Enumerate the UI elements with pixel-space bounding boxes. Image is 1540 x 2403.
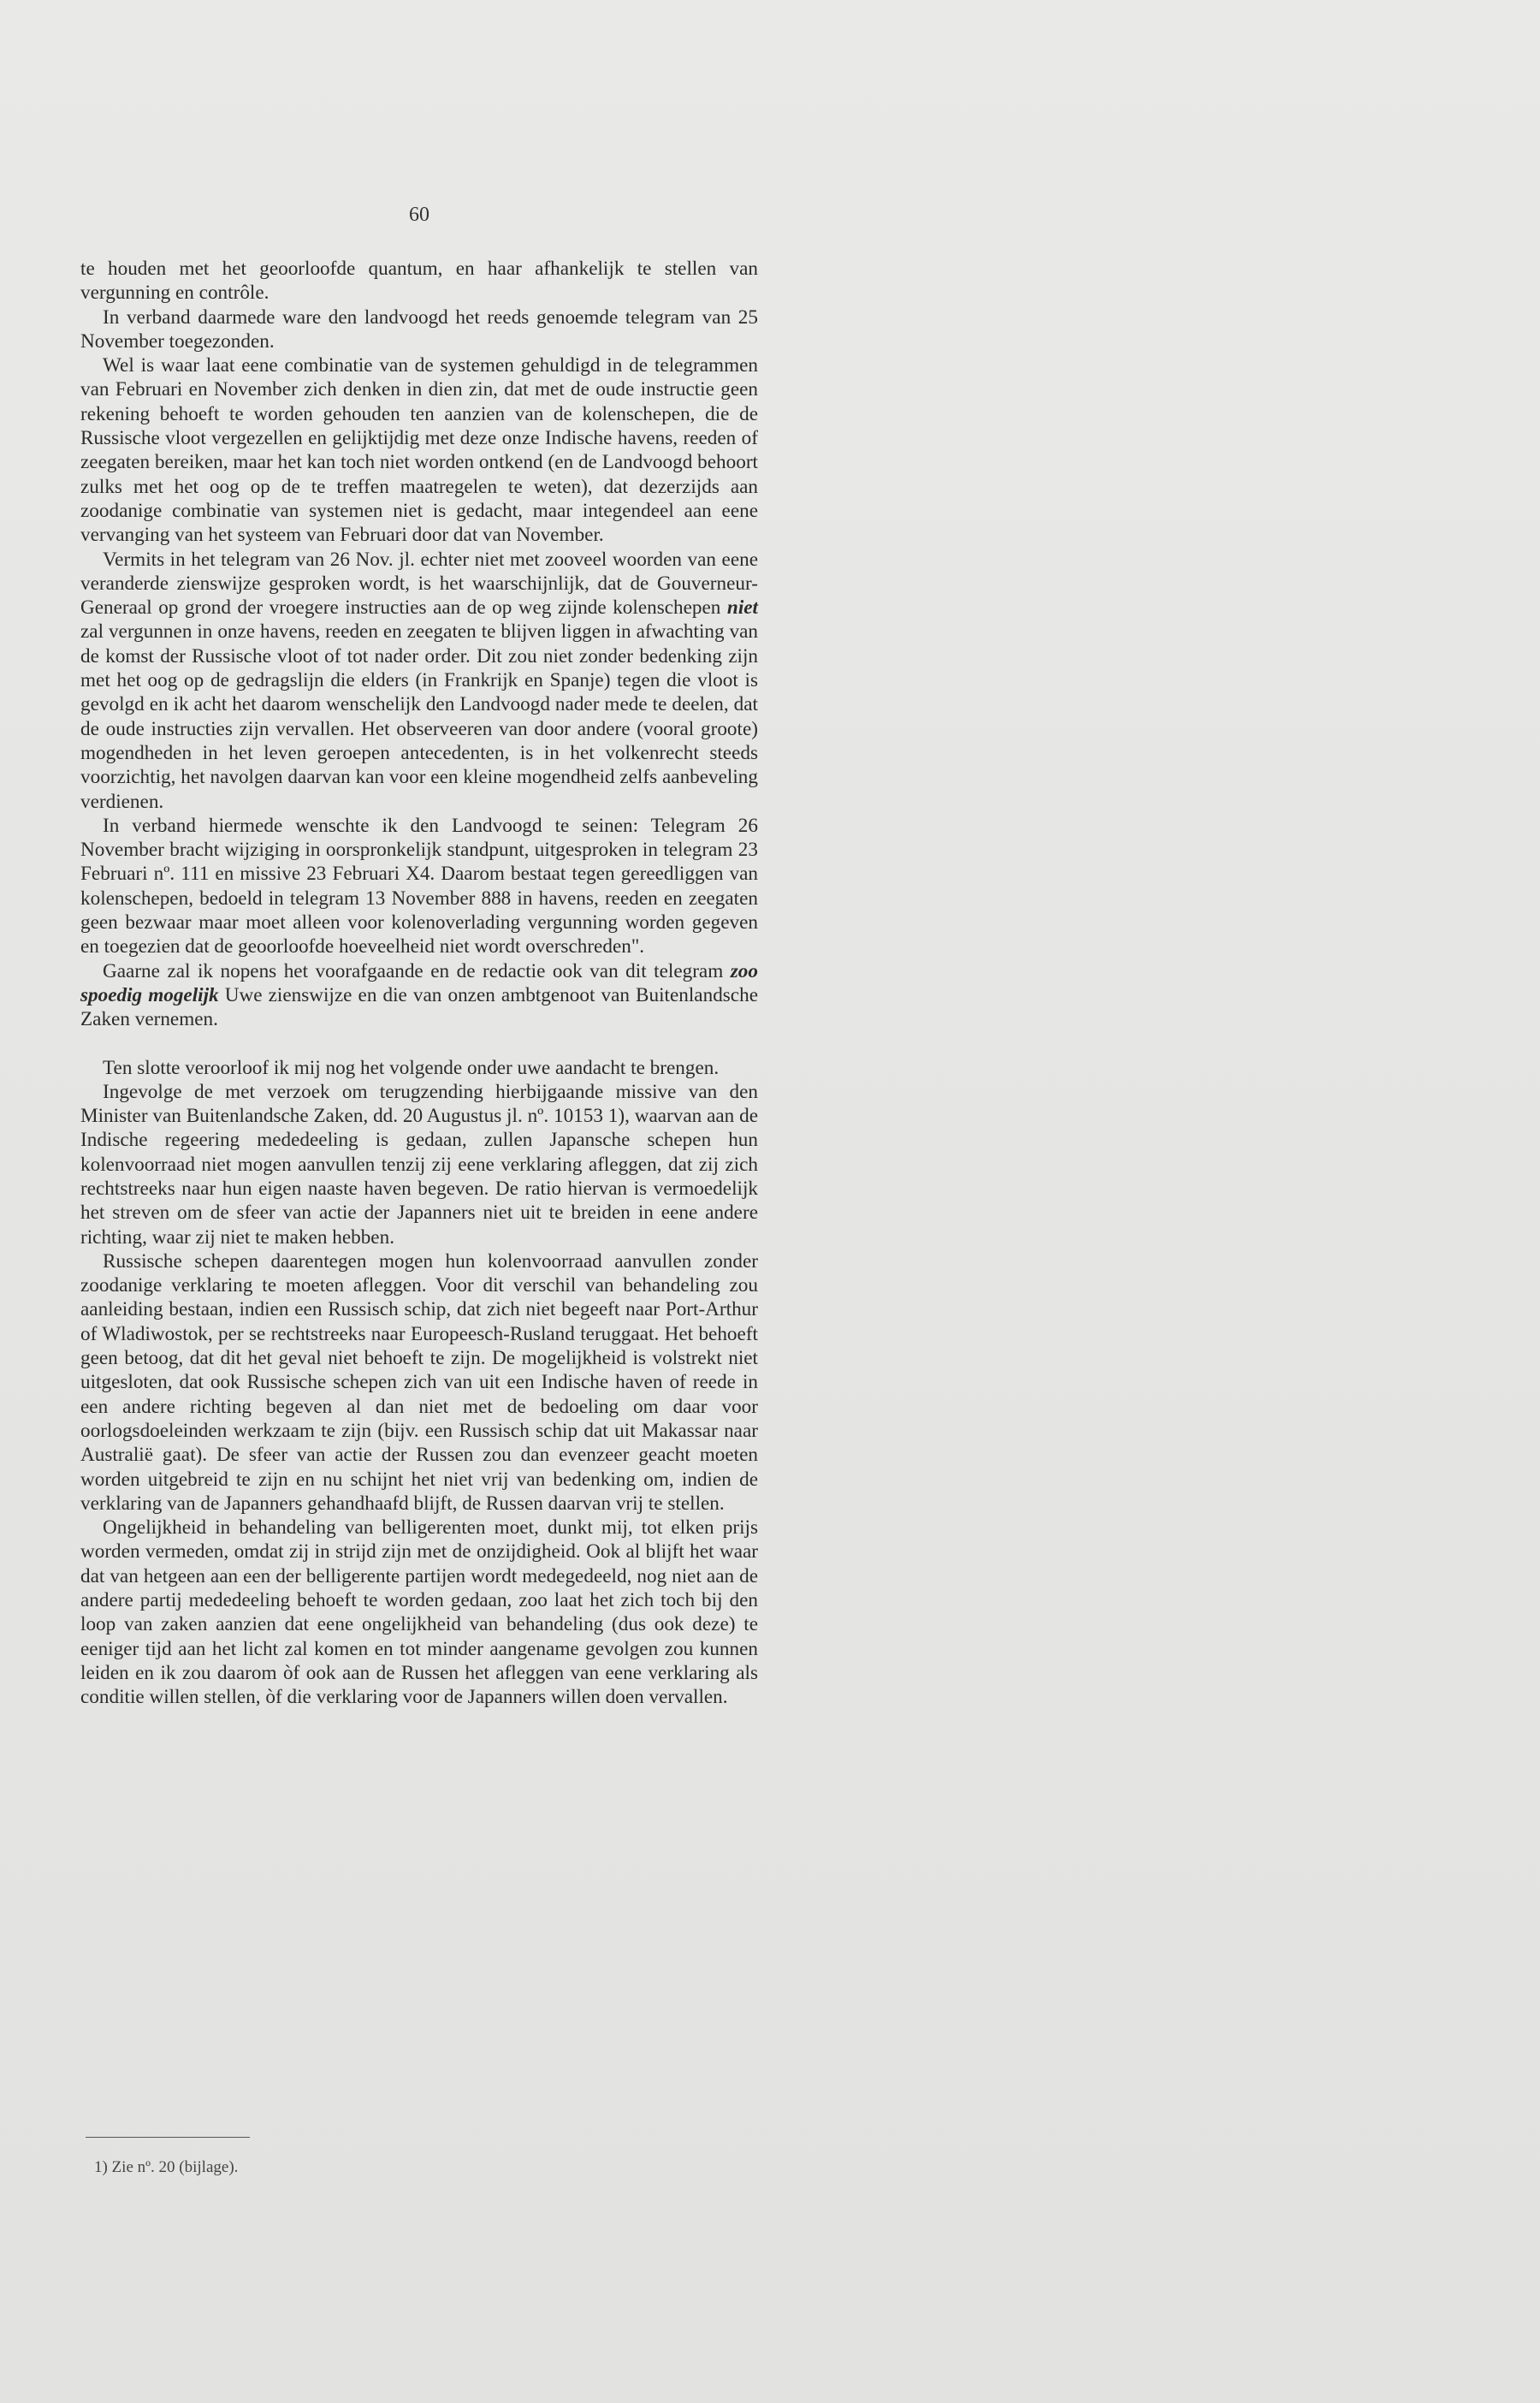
paragraph: In verband hiermede wenschte ik den Landvoogd te seinen: Telegram 26 November bracht wijziging in oorspronkelijk standpunt, uitgesproken in telegram 23 Februari nº. 111 en missive 23 Februari X4. Daarom bestaat tegen gereedliggen van kolenschepen, bedoeld in telegram 13 November 888 in havens, reeden en zeegaten geen bezwaar maar moet alleen voor kolenoverlading vergunning worden gegeven en toegezien dat de geoorloofde hoeveelheid niet wordt overschreden". bbox=[80, 814, 758, 958]
emphasized-text: niet bbox=[726, 596, 758, 620]
paragraph: Ongelijkheid in behandeling van belligerenten moet, dunkt mij, tot elken prijs worden vermeden, omdat zij in strijd zijn met de onzijdigheid. Ook al blijft het waar dat van hetgeen aan een der belligerente partijen wordt medegedeeld, nog niet aan de andere partij mededeeling behoeft te worden gedaan, zoo laat het zich toch bij den loop van zaken aanzien dat eene ongelijkheid van behandeling (dus ook deze) te eeniger tijd aan het licht zal komen en tot minder aangename gevolgen zou kunnen leiden en ik zou daarom òf ook aan de Russen het afleggen van eene verklaring als conditie willen stellen, òf die verklaring voor de Japanners willen doen vervallen. bbox=[80, 1516, 758, 1709]
paragraph-text: zal vergunnen in onze havens, reeden en zeegaten te blijven liggen in afwachting van de komst der Russische vloot of tot nader order. Dit zou niet zonder bedenking zijn met het oog op de gedragslijn die elders (in Frankrijk en Spanje) tegen die vloot is gevolgd en ik acht het daarom wenschelijk den Landvoogd nader mede te deelen, dat de oude instructies zijn vervallen. Het observeeren van door andere (vooral groote) mogendheden in het leven geroepen antecedenten, is in het volkenrecht steeds voorzichtig, het navolgen daarvan kan voor een kleine mogendheid zelfs aanbeveling verdienen. bbox=[80, 620, 758, 813]
paragraph: te houden met het geoorloofde quantum, en haar afhankelijk te stellen van vergunning en contrôle. bbox=[80, 258, 758, 305]
footnote: 1) Zie nº. 20 (bijlage). bbox=[94, 2158, 239, 2176]
paragraph-text: Vermits in het telegram van 26 Nov. jl. echter niet met zooveel woorden van eene veranderde zienswijze gesproken wordt, is het waarschijnlijk, dat de Gouverneur-Generaal op grond der vroegere instructies aan de op weg zijnde kolenschepen bbox=[80, 548, 758, 620]
paragraph: Russische schepen daarentegen mogen hun kolenvoorraad aanvullen zonder zoodanige verklaring te moeten afleggen. Voor dit verschil van behandeling zou aanleiding bestaan, indien een Russisch schip, dat zich niet begeeft naar Port-Arthur of Wladiwostok, per se rechtstreeks naar Europeesch-Rusland teruggaat. Het behoeft geen betoog, dat dit het geval niet behoeft te zijn. De mogelijkheid is volstrekt niet uitgesloten, dat ook Russische schepen zich van uit een Indische haven of reede in een andere richting begeven al dan niet met de bedoeling om daar voor oorlogsdoeleinden werkzaam te zijn (bijv. een Russisch schip dat uit Makassar naar Australië gaat). De sfeer van actie der Russen zou dan evenzeer geacht moeten worden uitgebreid te zijn en nu schijnt het niet vrij van bedenking om, indien de verklaring van de Japanners gehandhaafd blijft, de Russen daarvan vrij te stellen. bbox=[80, 1249, 758, 1515]
paragraph bbox=[80, 959, 758, 1032]
emphasized-text: zoo spoedig mogelijk bbox=[80, 959, 758, 1006]
body-text bbox=[80, 257, 758, 1710]
paragraph bbox=[80, 548, 758, 814]
paragraph: Ingevolge de met verzoek om terugzending hierbijgaande missive van den Minister van Buitenlandsche Zaken, dd. 20 Augustus jl. nº. 10153 1), waarvan aan de Indische regeering mededeeling is gedaan, zullen Japansche schepen hun kolenvoorraad niet mogen aanvullen tenzij zij eene verklaring afleggen, dat zij zich rechtstreeks naar hun eigen naaste haven begeven. De ratio hiervan is vermoedelijk het streven om de sfeer van actie der Japanners niet uit te breiden in eene andere richting, waar zij niet te maken hebben. bbox=[80, 1080, 758, 1249]
paragraph: Wel is waar laat eene combinatie van de systemen gehuldigd in de telegrammen van Februari en November zich denken in dien zin, dat met de oude instructie geen rekening behoeft te worden gehouden ten aanzien van de kolenschepen, die de Russische vloot vergezellen en gelijktijdig met deze onze Indische havens, reeden of zeegaten bereiken, maar het kan toch niet worden ontkend (en de Landvoogd behoort zulks met het oog op de te treffen maatregelen te weten), dat dezerzijds aan zoodanige combinatie van systemen niet is gedacht, maar integendeel aan eene vervanging van het systeem van Februari door dat van November. bbox=[80, 354, 758, 547]
paragraph-text: Gaarne zal ik nopens het voorafgaande en de redactie ook van dit telegram bbox=[103, 959, 731, 982]
paragraph: Ten slotte veroorloof ik mij nog het volgende onder uwe aandacht te brengen. bbox=[103, 1056, 720, 1079]
footnote-divider bbox=[86, 2137, 250, 2138]
section-gap bbox=[80, 1032, 758, 1056]
paragraph-text: Uwe zienswijze en die van onzen ambtgenoot van Buitenlandsche Zaken vernemen. bbox=[80, 983, 758, 1031]
page-number: 60 bbox=[409, 204, 429, 226]
paragraph: In verband daarmede ware den landvoogd het reeds genoemde telegram van 25 November toegezonden. bbox=[80, 306, 758, 353]
